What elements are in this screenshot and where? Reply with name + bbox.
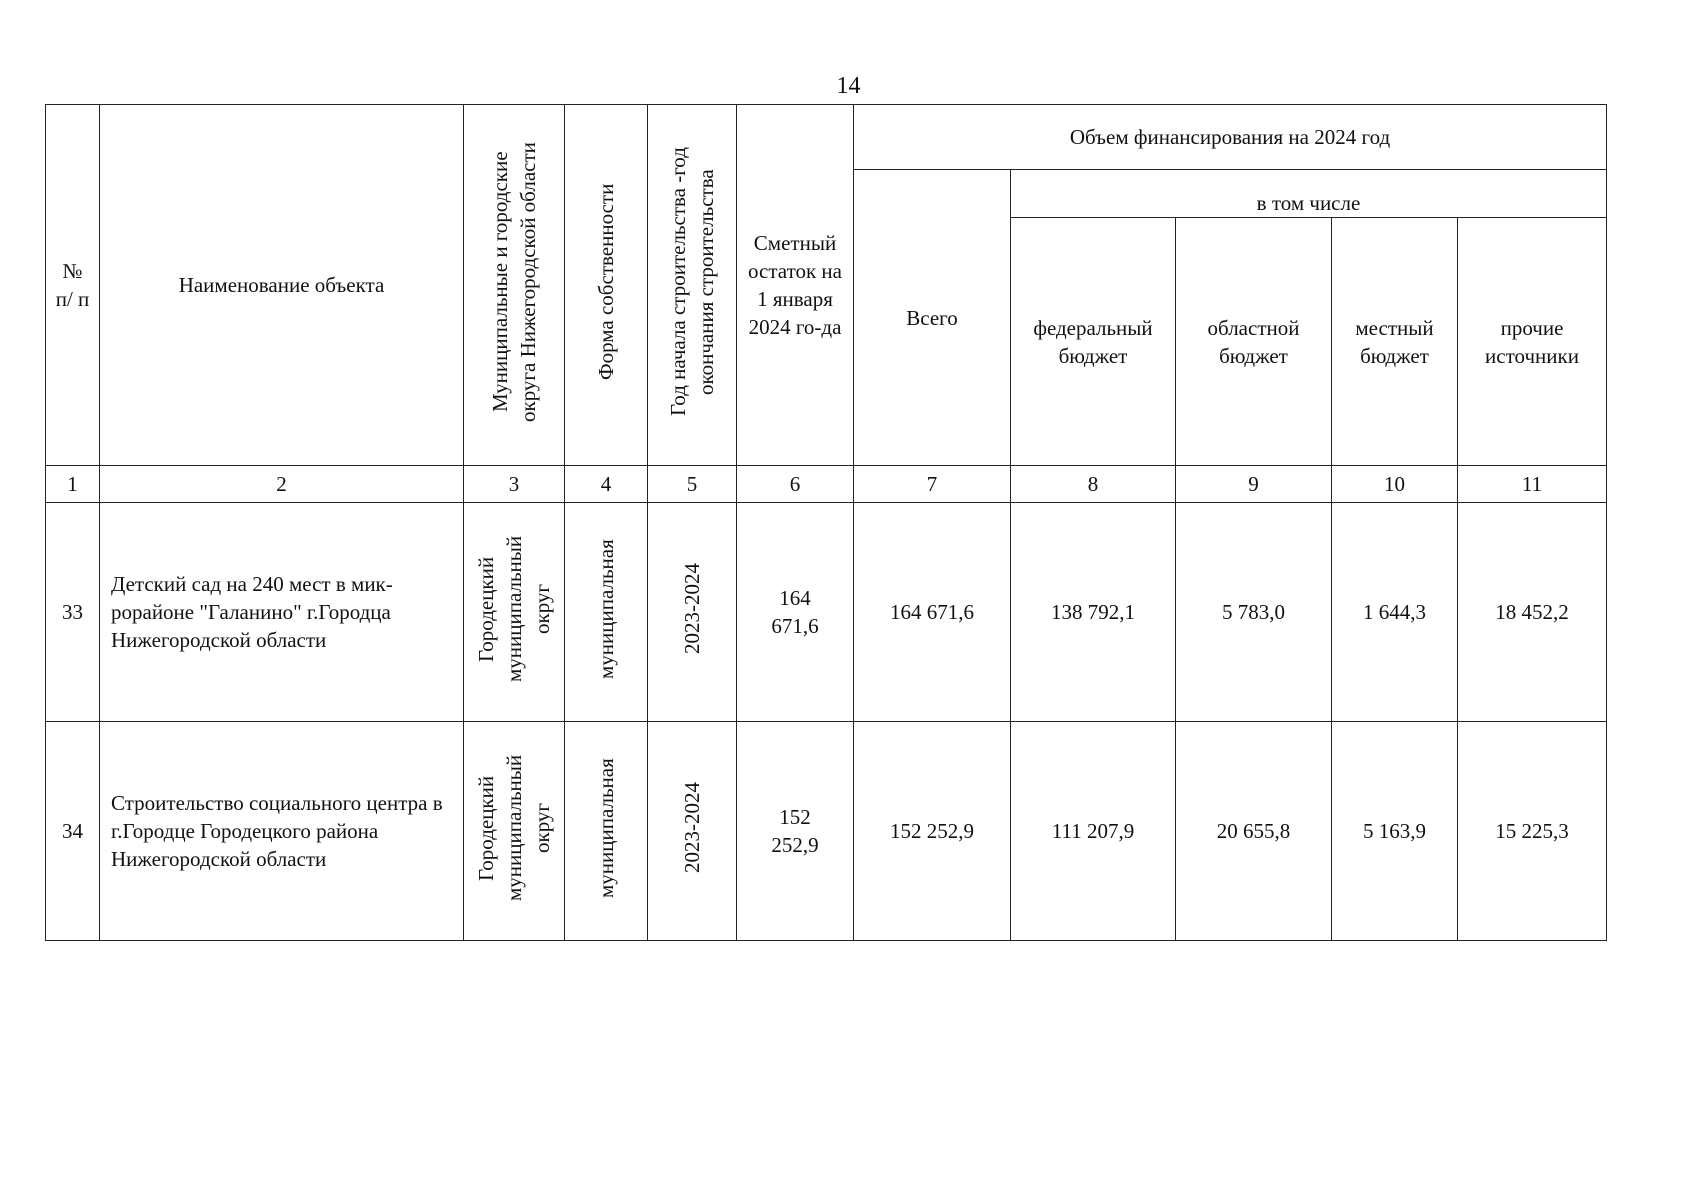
row-years-text: 2023-2024 — [680, 782, 704, 873]
header-municipality-text: Муниципальные и городские округа Нижегородской области — [488, 141, 540, 422]
row-municipality-text: Городецкий муниципальный округ — [474, 535, 554, 682]
row-regional: 5 783,0 — [1176, 503, 1332, 722]
header-regional: областной бюджет — [1176, 218, 1332, 466]
header-ownership — [565, 105, 648, 466]
header-balance: Сметный остаток на 1 января 2024 го-да — [737, 105, 854, 466]
row-balance: 164 671,6 — [737, 503, 854, 722]
header-years-text: Год начала строительства -год окончания строительства — [666, 147, 718, 416]
row-ownership-text: муниципальная — [594, 538, 618, 679]
row-ownership-text: муниципальная — [594, 757, 618, 898]
row-regional: 20 655,8 — [1176, 722, 1332, 941]
header-financing-group: Объем финансирования на 2024 год — [854, 105, 1607, 170]
page-number: 14 — [836, 73, 861, 99]
row-other: 18 452,2 — [1458, 503, 1607, 722]
column-number-4: 4 — [565, 466, 648, 503]
row-num: 33 — [46, 503, 100, 722]
row-years-text: 2023-2024 — [680, 563, 704, 654]
row-years — [648, 503, 737, 722]
header-including-group: в том числе — [1011, 170, 1607, 218]
row-balance: 152 252,9 — [737, 722, 854, 941]
row-municipality-text: Городецкий муниципальный округ — [474, 754, 554, 901]
header-local: местный бюджет — [1332, 218, 1458, 466]
header-name: Наименование объекта — [100, 105, 464, 466]
header-other: прочие источники — [1458, 218, 1607, 466]
row-federal: 138 792,1 — [1011, 503, 1176, 722]
row-total: 152 252,9 — [854, 722, 1011, 941]
header-federal: федеральный бюджет — [1011, 218, 1176, 466]
row-name: Детский сад на 240 мест в мик-рорайоне "Галанино" г.Городца Нижегородской области — [100, 503, 464, 722]
column-number-8: 8 — [1011, 466, 1176, 503]
column-number-10: 10 — [1332, 466, 1458, 503]
table-row — [46, 722, 1607, 941]
row-years — [648, 722, 737, 941]
row-municipality — [464, 503, 565, 722]
header-num: № п/ п — [46, 105, 100, 466]
header-ownership-text: Форма собственности — [594, 183, 618, 380]
row-local: 5 163,9 — [1332, 722, 1458, 941]
header-total: Всего — [854, 170, 1011, 466]
financing-table — [45, 104, 1607, 941]
row-ownership — [565, 503, 648, 722]
row-other: 15 225,3 — [1458, 722, 1607, 941]
row-local: 1 644,3 — [1332, 503, 1458, 722]
header-years — [648, 105, 737, 466]
column-number-7: 7 — [854, 466, 1011, 503]
table-row — [46, 503, 1607, 722]
row-ownership — [565, 722, 648, 941]
row-num: 34 — [46, 722, 100, 941]
row-name: Строительство социального центра в г.Городце Городецкого района Нижегородской области — [100, 722, 464, 941]
column-number-9: 9 — [1176, 466, 1332, 503]
column-number-5: 5 — [648, 466, 737, 503]
row-total: 164 671,6 — [854, 503, 1011, 722]
column-number-11: 11 — [1458, 466, 1607, 503]
column-number-3: 3 — [464, 466, 565, 503]
header-municipality — [464, 105, 565, 466]
column-number-1: 1 — [46, 466, 100, 503]
row-municipality — [464, 722, 565, 941]
row-federal: 111 207,9 — [1011, 722, 1176, 941]
column-number-2: 2 — [100, 466, 464, 503]
column-number-6: 6 — [737, 466, 854, 503]
